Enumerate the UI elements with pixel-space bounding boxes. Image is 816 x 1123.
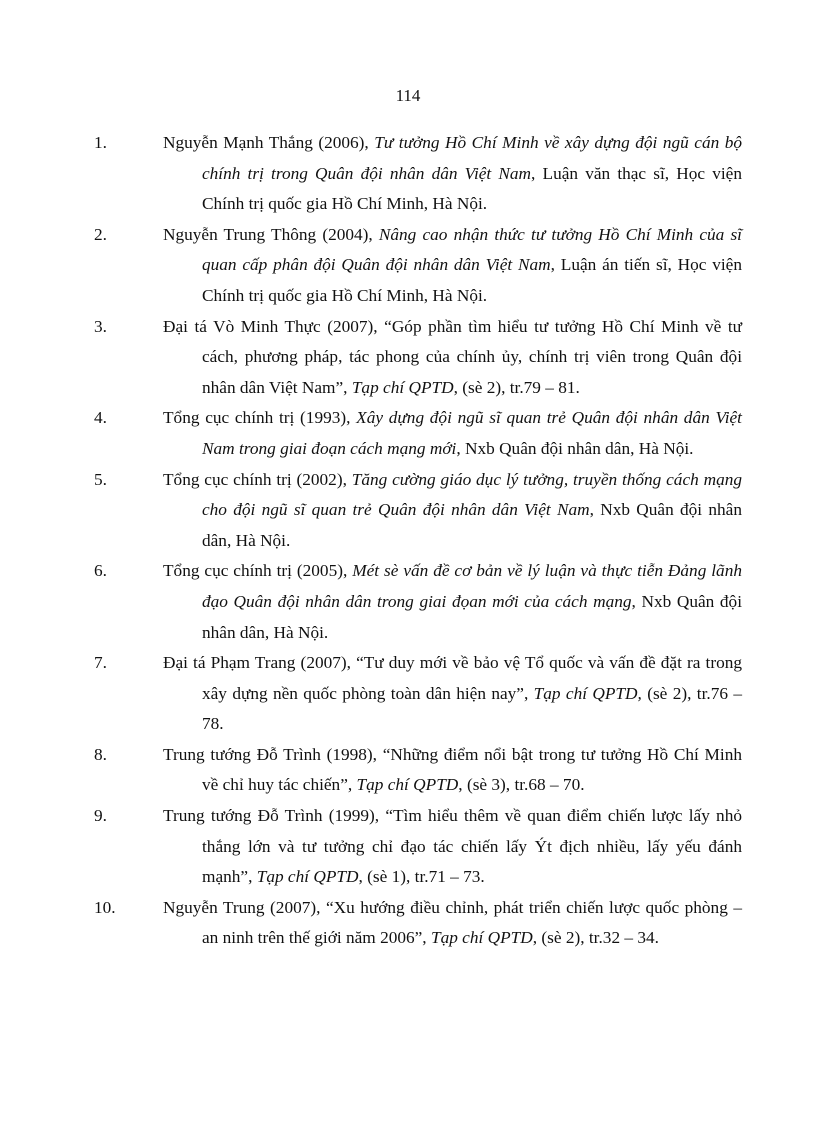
reference-title: Xây dựng đội ngũ sĩ quan trẻ Quân đội nhân dân Việt Nam trong giai đoạn cách mạng mới [202, 408, 742, 458]
reference-author: Tổng cục chính trị (2005), [163, 561, 353, 581]
reference-item: 10. Nguyễn Trung (2007), “Xu hướng điều chỉnh, phát triển chiến lược quốc phòng – an ninh trên thế giới năm 2006”, Tạp chí QPTD, (sè 2), tr.32 – 34. [94, 897, 742, 948]
reference-journal: Tạp chí QPTD [351, 377, 454, 397]
reference-article-title: “Tư duy mới về bảo vệ Tổ quốc và vấn đề đặt ra trong xây dựng nền quốc phòng toàn dân hiện nay”, [202, 653, 742, 703]
reference-item: 3. Đại tá Vò Minh Thực (2007), “Góp phần tìm hiểu tư tưởng Hồ Chí Minh về tư cách, phương pháp, tác phong của chính ủy, chính trị viên trong Quân đội nhân dân Việt Nam”, Tạp chí QPTD, (sè 2), tr.79 – 81. [94, 316, 743, 397]
reference-journal: Tạp chí QPTD [256, 867, 359, 887]
reference-author: Đại tá Phạm Trang (2007), [163, 653, 357, 673]
reference-item: 8. Trung tướng Đỗ Trình (1998), “Những điểm nổi bật trong tư tưởng Hồ Chí Minh về chỉ huy tác chiến”, Tạp chí QPTD, (sè 3), tr.68 – 70. [94, 744, 742, 795]
reference-journal: Tạp chí QPTD [430, 928, 533, 948]
reference-article-title: “Xu hướng điều chỉnh, phát triển chiến lược quốc phòng – an ninh trên thế giới năm 2006”, [202, 897, 742, 948]
reference-author: Trung tướng Đỗ Trình (1999), [163, 806, 386, 826]
reference-author: Tổng cục chính trị (2002), [163, 469, 352, 489]
reference-title: Mét sè vấn đề cơ bản về lý luận và thực tiễn Đảng lãnh đạo Quân đội nhân dân trong giai đọan mới của cách mạng [202, 561, 742, 611]
reference-publication: , Nxb Quân đội nhân dân, Hà Nội. [202, 500, 742, 550]
reference-item: 5. Tổng cục chính trị (2002), Tăng cường giáo dục lý tưởng, truyền thống cách mạng cho đội ngũ sĩ quan trẻ Quân đội nhân dân Việt Nam, Nxb Quân đội nhân dân, Hà Nội. [94, 469, 742, 550]
reference-author: Đại tá Vò Minh Thực (2007), [163, 316, 385, 336]
reference-publication: , Nxb Quân đội nhân dân, Hà Nội. [456, 438, 694, 458]
reference-author: Nguyễn Trung (2007), [163, 897, 326, 917]
reference-item: 9. Trung tướng Đỗ Trình (1999), “Tìm hiểu thêm về quan điểm chiến lược lấy nhỏ thắng lớn và tư tưởng chỉ đạo tác chiến lấy Ýt địch nhiều, lấy yếu đánh mạnh”, Tạp chí QPTD, (sè 1), tr.71 – 73. [94, 806, 742, 887]
reference-author: Nguyễn Trung Thông (2004), [163, 224, 379, 244]
page-number: 114 [395, 86, 421, 105]
reference-author: Trung tướng Đỗ Trình (1998), [163, 744, 383, 764]
reference-journal: Tạp chí QPTD [356, 775, 459, 795]
reference-article-title: “Những điểm nổi bật trong tư tưởng Hồ Chí Minh về chỉ huy tác chiến”, [202, 744, 742, 795]
reference-item: 2. Nguyễn Trung Thông (2004), Nâng cao nhận thức tư tưởng Hồ Chí Minh của sĩ quan cấp phân đội Quân đội nhân dân Việt Nam, Luận án tiến sĩ, Học viện Chính trị quốc gia Hồ Chí Minh, Hà Nội. [94, 224, 742, 305]
reference-publication: , Luận văn thạc sĩ, Học viện Chính trị quốc gia Hồ Chí Minh, Hà Nội. [202, 163, 742, 214]
reference-pages: (sè 2), tr.76 – 78. [202, 683, 743, 734]
reference-item: 4. Tổng cục chính trị (1993), Xây dựng đội ngũ sĩ quan trẻ Quân đội nhân dân Việt Nam trong giai đoạn cách mạng mới, Nxb Quân đội nhân dân, Hà Nội. [94, 408, 742, 458]
reference-item: 7. Đại tá Phạm Trang (2007), “Tư duy mới về bảo vệ Tổ quốc và vấn đề đặt ra trong xây dựng nền quốc phòng toàn dân hiện nay”, Tạp chí QPTD, (sè 2), tr.76 – 78. [94, 653, 743, 734]
reference-list [94, 128, 743, 954]
reference-title: Tăng cường giáo dục lý tưởng, truyền thống cách mạng cho đội ngũ sĩ quan trẻ Quân đội nhân dân Việt Nam [202, 469, 742, 520]
reference-item: 6. Tổng cục chính trị (2005), Mét sè vấn đề cơ bản về lý luận và thực tiễn Đảng lãnh đạo Quân đội nhân dân trong giai đọan mới của cách mạng, Nxb Quân đội nhân dân, Hà Nội. [94, 561, 742, 642]
reference-journal: Tạp chí QPTD, [533, 683, 642, 703]
reference-publication: , Luận án tiến sĩ, Học viện Chính trị quốc gia Hồ Chí Minh, Hà Nội. [202, 255, 742, 305]
reference-article-title: “Góp phần tìm hiểu tư tưởng Hồ Chí Minh về tư cách, phương pháp, tác phong của chính ủy, chính trị viên trong Quân đội nhân dân Việt Nam”, [202, 316, 743, 397]
reference-pages: , (sè 3), tr.68 – 70. [458, 775, 585, 795]
reference-article-title: “Tìm hiểu thêm về quan điểm chiến lược lấy nhỏ thắng lớn và tư tưởng chỉ đạo tác chiến lấy Ýt địch nhiều, lấy yếu đánh mạnh”, [202, 806, 742, 887]
reference-title: Nâng cao nhận thức tư tưởng Hồ Chí Minh của sĩ quan cấp phân đội Quân đội nhân dân Việt Nam [202, 224, 742, 275]
reference-pages: , (sè 2), tr.32 – 34. [532, 928, 659, 948]
reference-author: Nguyễn Mạnh Thắng (2006), [163, 133, 375, 152]
reference-item: 1. Nguyễn Mạnh Thắng (2006), Tư tưởng Hồ Chí Minh về xây dựng đội ngũ cán bộ chính trị trong Quân đội nhân dân Việt Nam, Luận văn thạc sĩ, Học viện Chính trị quốc gia Hồ Chí Minh, Hà Nội. [94, 133, 742, 214]
reference-author: Tổng cục chính trị (1993), [163, 408, 357, 428]
reference-pages: , (sè 2), tr.79 – 81. [453, 377, 580, 397]
reference-publication: , Nxb Quân đội nhân dân, Hà Nội. [202, 591, 742, 642]
reference-title: Tư tưởng Hồ Chí Minh về xây dựng đội ngũ cán bộ chính trị trong Quân đội nhân dân Việt Nam [202, 133, 742, 183]
reference-pages: , (sè 1), tr.71 – 73. [358, 867, 485, 887]
